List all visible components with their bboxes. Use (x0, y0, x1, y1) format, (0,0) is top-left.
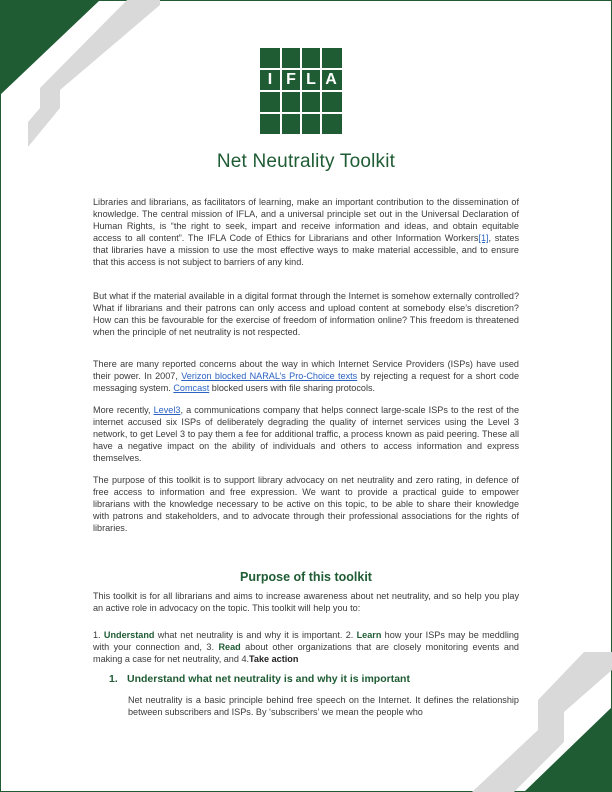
comcast-link[interactable]: Comcast (173, 383, 210, 393)
isp-concerns-paragraph (93, 358, 519, 394)
logo-rule (320, 48, 322, 134)
paragraph-text: 1. (93, 630, 104, 640)
paragraph-text: how your ISPs may be meddling with your connection and, 3. (93, 630, 519, 652)
logo-rule (300, 48, 302, 134)
paragraph-text: , states that libraries have a mission to use the most effective ways to make material accessible, and to ensure that this access is not subject to barriers of any kind. (93, 233, 519, 267)
logo-rule (280, 48, 282, 134)
verizon-link[interactable]: Verizon blocked NARAL’s Pro-Choice texts (181, 371, 358, 381)
goal-verb: Take action (249, 654, 299, 664)
goals-paragraph (93, 629, 519, 665)
logo-letter: I (267, 71, 273, 88)
level3-link[interactable]: Level3 (153, 405, 181, 415)
level3-paragraph (93, 404, 519, 464)
ifla-logo (260, 48, 342, 134)
paragraph-text: by rejecting a request for a short code messaging system. (93, 371, 520, 393)
net-neutrality-paragraph: Net neutrality is a basic principle behind free speech on the Internet. It defines the relationship between subscribers and ISPs. By ‘subscribers’ we mean the people who (128, 695, 519, 717)
paragraph-text: blocked users with file sharing protocols. (209, 383, 376, 393)
paragraph-text: what net neutrality is and why it is important. 2. (154, 630, 357, 640)
paragraph-text: , a communications company that helps connect large-scale ISPs to the rest of the internet accused six ISPs of deliberately degrading the quality of internet services using the Level 3 network, to get Level 3 to pay them a fee for additional traffic, a process known as paid peering. These all have a negative impact on the ability of individuals and others to access information and express themselves. (93, 405, 519, 463)
footnote-link[interactable]: [1] (478, 233, 489, 243)
subsection-title: Understand what net neutrality is and why it is important (127, 673, 410, 685)
logo-letter: L (306, 71, 316, 88)
goal-verb: Understand (103, 630, 155, 640)
question-paragraph: But what if the material available in a digital format through the Internet is somehow externally controlled? What if librarians and their patrons can only access and upload content at somebody else’s discretion? How can this be favourable for the exercise of freedom of information online? This freedom is threatened when the principle of net neutrality is not respected. (93, 291, 519, 337)
subsection-number: 1. (109, 673, 118, 685)
paragraph-text: about other organizations that are closely monitoring events and making a case for net neutrality, and 4. (93, 642, 519, 664)
page-title: Net Neutrality Toolkit (216, 151, 396, 172)
intro-paragraph (93, 196, 519, 268)
purpose-paragraph: The purpose of this toolkit is to support library advocacy on net neutrality and zero rating, in defence of free access to information and free expression. We want to provide a practical guide to empower librarians with the knowledge necessary to be active on this topic, to be able to share their knowledge with patrons and stakeholders, and to advocate through their professional associations for the rights of libraries. (93, 475, 519, 533)
paragraph-text: More recently, (93, 405, 154, 415)
goal-verb: Read (218, 642, 241, 652)
logo-letter: F (286, 71, 296, 88)
logo-letter: A (325, 71, 337, 88)
subsection-heading (109, 673, 529, 685)
section-heading: Purpose of this toolkit (240, 570, 372, 584)
audience-paragraph: This toolkit is for all librarians and aims to increase awareness about net neutrality, and so help you play an active role in advocacy on the topic. This toolkit will help you to: (93, 591, 519, 613)
paragraph-text: There are many reported concerns about the way in which Internet Service Providers (ISPs) have used their power. In 2007, (93, 359, 519, 381)
goal-verb: Learn (356, 630, 382, 640)
paragraph-text: Libraries and librarians, as facilitators of learning, make an important contribution to the dissemination of knowledge. The central mission of IFLA, and a universal principle set out in the Universal Declaration of Human Rights, is “the right to seek, impart and receive information and ideas, and obtain equitable access to all content”. The IFLA Code of Ethics for Librarians and other Information Workers (93, 197, 519, 243)
top-left-corner-decoration (0, 0, 160, 150)
